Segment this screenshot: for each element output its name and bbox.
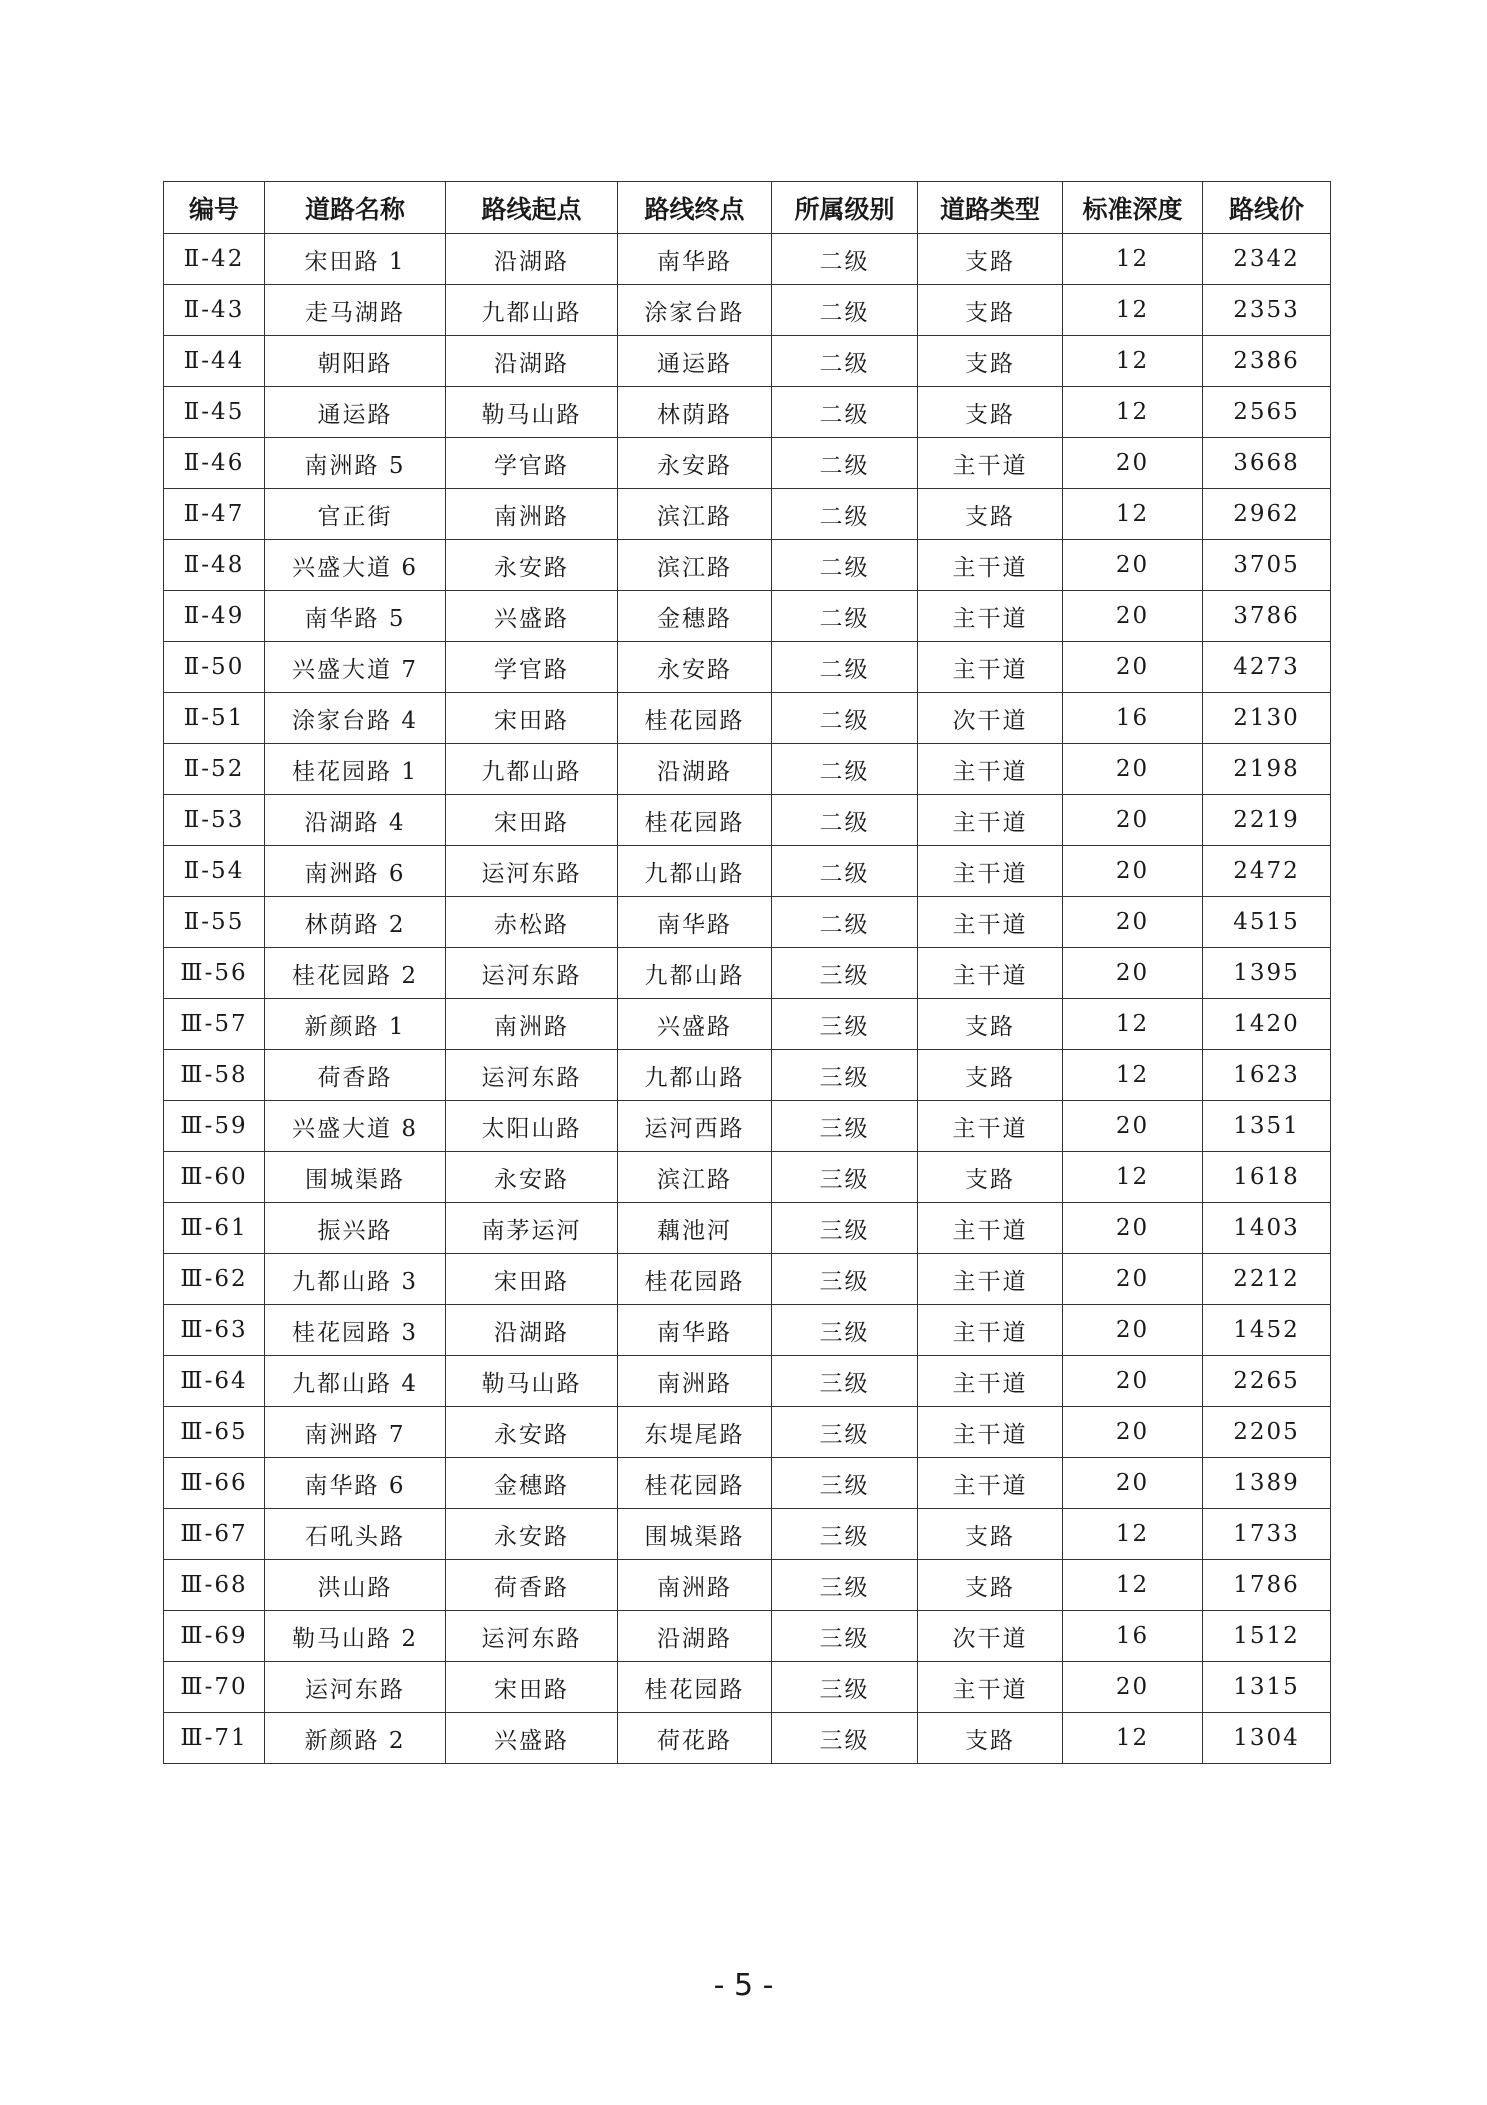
cell-grade: 二级 — [772, 744, 918, 795]
cell-route-end: 通运路 — [618, 336, 772, 387]
cell-road-type: 主干道 — [918, 1407, 1063, 1458]
cell-route-end: 滨江路 — [618, 540, 772, 591]
cell-grade: 三级 — [772, 1662, 918, 1713]
cell-id: Ⅲ-56 — [164, 948, 265, 999]
cell-road-type: 主干道 — [918, 438, 1063, 489]
cell-standard-depth: 20 — [1063, 540, 1203, 591]
page-number: - 5 - — [713, 1968, 774, 2003]
cell-road-name: 九都山路 4 — [265, 1356, 446, 1407]
cell-road-type: 主干道 — [918, 1356, 1063, 1407]
cell-route-price: 2212 — [1203, 1254, 1331, 1305]
cell-standard-depth: 12 — [1063, 1152, 1203, 1203]
cell-standard-depth: 20 — [1063, 642, 1203, 693]
cell-route-price: 1403 — [1203, 1203, 1331, 1254]
cell-road-type: 支路 — [918, 336, 1063, 387]
table-row — [164, 1203, 1331, 1254]
cell-id: Ⅱ-47 — [164, 489, 265, 540]
cell-road-name: 桂花园路 1 — [265, 744, 446, 795]
cell-road-name: 兴盛大道 6 — [265, 540, 446, 591]
header-road-name: 道路名称 — [265, 182, 446, 234]
cell-route-start: 沿湖路 — [446, 234, 618, 285]
cell-road-type: 主干道 — [918, 1662, 1063, 1713]
table-row — [164, 948, 1331, 999]
cell-route-end: 南华路 — [618, 897, 772, 948]
cell-route-start: 沿湖路 — [446, 1305, 618, 1356]
cell-id: Ⅲ-66 — [164, 1458, 265, 1509]
cell-road-type: 支路 — [918, 285, 1063, 336]
cell-road-type: 主干道 — [918, 1101, 1063, 1152]
cell-route-start: 金穗路 — [446, 1458, 618, 1509]
cell-standard-depth: 12 — [1063, 387, 1203, 438]
cell-route-start: 宋田路 — [446, 1254, 618, 1305]
cell-route-price: 1786 — [1203, 1560, 1331, 1611]
cell-route-end: 桂花园路 — [618, 1254, 772, 1305]
cell-road-name: 桂花园路 2 — [265, 948, 446, 999]
cell-route-price: 3705 — [1203, 540, 1331, 591]
cell-route-end: 林荫路 — [618, 387, 772, 438]
cell-standard-depth: 12 — [1063, 234, 1203, 285]
header-grade: 所属级别 — [772, 182, 918, 234]
cell-route-end: 藕池河 — [618, 1203, 772, 1254]
cell-id: Ⅱ-45 — [164, 387, 265, 438]
cell-road-type: 支路 — [918, 1152, 1063, 1203]
cell-route-start: 南洲路 — [446, 999, 618, 1050]
cell-road-name: 振兴路 — [265, 1203, 446, 1254]
cell-id: Ⅲ-59 — [164, 1101, 265, 1152]
cell-road-name: 官正街 — [265, 489, 446, 540]
table-body — [164, 234, 1331, 1764]
cell-id: Ⅲ-58 — [164, 1050, 265, 1101]
cell-route-price: 3786 — [1203, 591, 1331, 642]
cell-standard-depth: 20 — [1063, 1407, 1203, 1458]
table-row — [164, 897, 1331, 948]
cell-road-name: 涂家台路 4 — [265, 693, 446, 744]
cell-route-start: 运河东路 — [446, 948, 618, 999]
cell-id: Ⅲ-69 — [164, 1611, 265, 1662]
table-row — [164, 1101, 1331, 1152]
cell-road-name: 朝阳路 — [265, 336, 446, 387]
cell-road-type: 次干道 — [918, 693, 1063, 744]
cell-grade: 三级 — [772, 1509, 918, 1560]
cell-route-price: 2353 — [1203, 285, 1331, 336]
cell-grade: 三级 — [772, 1305, 918, 1356]
table-row — [164, 693, 1331, 744]
cell-road-type: 主干道 — [918, 846, 1063, 897]
cell-standard-depth: 12 — [1063, 1509, 1203, 1560]
cell-grade: 二级 — [772, 540, 918, 591]
table-row — [164, 540, 1331, 591]
cell-route-price: 2386 — [1203, 336, 1331, 387]
cell-route-price: 1618 — [1203, 1152, 1331, 1203]
cell-route-price: 2219 — [1203, 795, 1331, 846]
cell-road-type: 支路 — [918, 1050, 1063, 1101]
cell-id: Ⅲ-67 — [164, 1509, 265, 1560]
cell-road-name: 兴盛大道 7 — [265, 642, 446, 693]
cell-grade: 三级 — [772, 1560, 918, 1611]
cell-road-type: 主干道 — [918, 591, 1063, 642]
cell-standard-depth: 20 — [1063, 846, 1203, 897]
cell-route-price: 1395 — [1203, 948, 1331, 999]
cell-route-end: 桂花园路 — [618, 1458, 772, 1509]
cell-route-start: 运河东路 — [446, 846, 618, 897]
cell-grade: 二级 — [772, 234, 918, 285]
header-route-end: 路线终点 — [618, 182, 772, 234]
table-row — [164, 1305, 1331, 1356]
cell-standard-depth: 20 — [1063, 897, 1203, 948]
cell-road-name: 荷香路 — [265, 1050, 446, 1101]
road-price-table — [163, 181, 1331, 1764]
cell-route-start: 九都山路 — [446, 744, 618, 795]
cell-grade: 二级 — [772, 795, 918, 846]
cell-standard-depth: 20 — [1063, 948, 1203, 999]
cell-route-end: 永安路 — [618, 438, 772, 489]
cell-standard-depth: 16 — [1063, 1611, 1203, 1662]
table-row — [164, 642, 1331, 693]
cell-standard-depth: 12 — [1063, 285, 1203, 336]
table-row — [164, 1560, 1331, 1611]
cell-road-type: 主干道 — [918, 1203, 1063, 1254]
cell-route-start: 学官路 — [446, 642, 618, 693]
cell-standard-depth: 12 — [1063, 1050, 1203, 1101]
cell-route-price: 2198 — [1203, 744, 1331, 795]
cell-route-start: 赤松路 — [446, 897, 618, 948]
cell-route-start: 宋田路 — [446, 1662, 618, 1713]
cell-route-end: 南洲路 — [618, 1560, 772, 1611]
cell-road-type: 支路 — [918, 999, 1063, 1050]
cell-route-start: 南茅运河 — [446, 1203, 618, 1254]
cell-id: Ⅱ-51 — [164, 693, 265, 744]
cell-grade: 三级 — [772, 1050, 918, 1101]
cell-route-end: 南华路 — [618, 234, 772, 285]
cell-road-type: 支路 — [918, 234, 1063, 285]
cell-route-end: 滨江路 — [618, 1152, 772, 1203]
cell-route-price: 2342 — [1203, 234, 1331, 285]
table-row — [164, 744, 1331, 795]
cell-standard-depth: 12 — [1063, 489, 1203, 540]
cell-standard-depth: 20 — [1063, 795, 1203, 846]
cell-id: Ⅱ-42 — [164, 234, 265, 285]
header-route-start: 路线起点 — [446, 182, 618, 234]
cell-grade: 三级 — [772, 1101, 918, 1152]
cell-grade: 二级 — [772, 336, 918, 387]
cell-route-price: 1351 — [1203, 1101, 1331, 1152]
table-row — [164, 336, 1331, 387]
cell-route-price: 2472 — [1203, 846, 1331, 897]
cell-id: Ⅲ-62 — [164, 1254, 265, 1305]
cell-standard-depth: 12 — [1063, 1560, 1203, 1611]
cell-id: Ⅲ-70 — [164, 1662, 265, 1713]
table-row — [164, 1152, 1331, 1203]
cell-route-end: 东堤尾路 — [618, 1407, 772, 1458]
cell-route-end: 桂花园路 — [618, 1662, 772, 1713]
cell-road-type: 主干道 — [918, 744, 1063, 795]
cell-route-end: 南华路 — [618, 1305, 772, 1356]
cell-route-end: 桂花园路 — [618, 693, 772, 744]
table-row — [164, 387, 1331, 438]
table-row — [164, 1509, 1331, 1560]
cell-route-start: 兴盛路 — [446, 1713, 618, 1764]
cell-route-price: 3668 — [1203, 438, 1331, 489]
cell-grade: 三级 — [772, 948, 918, 999]
cell-road-name: 洪山路 — [265, 1560, 446, 1611]
table-row — [164, 285, 1331, 336]
cell-standard-depth: 20 — [1063, 1254, 1203, 1305]
cell-grade: 二级 — [772, 591, 918, 642]
cell-road-type: 主干道 — [918, 897, 1063, 948]
cell-standard-depth: 20 — [1063, 1356, 1203, 1407]
cell-road-type: 支路 — [918, 1509, 1063, 1560]
cell-route-price: 1389 — [1203, 1458, 1331, 1509]
cell-road-type: 支路 — [918, 1713, 1063, 1764]
cell-grade: 二级 — [772, 897, 918, 948]
cell-route-price: 1304 — [1203, 1713, 1331, 1764]
cell-route-price: 2265 — [1203, 1356, 1331, 1407]
cell-id: Ⅱ-52 — [164, 744, 265, 795]
cell-route-start: 永安路 — [446, 1407, 618, 1458]
cell-standard-depth: 20 — [1063, 438, 1203, 489]
cell-id: Ⅲ-57 — [164, 999, 265, 1050]
cell-route-start: 沿湖路 — [446, 336, 618, 387]
cell-route-start: 南洲路 — [446, 489, 618, 540]
cell-id: Ⅱ-55 — [164, 897, 265, 948]
cell-road-name: 南华路 5 — [265, 591, 446, 642]
cell-route-start: 运河东路 — [446, 1611, 618, 1662]
cell-road-name: 兴盛大道 8 — [265, 1101, 446, 1152]
table-row — [164, 489, 1331, 540]
cell-standard-depth: 20 — [1063, 1101, 1203, 1152]
cell-route-end: 围城渠路 — [618, 1509, 772, 1560]
cell-road-type: 主干道 — [918, 642, 1063, 693]
cell-grade: 三级 — [772, 1356, 918, 1407]
cell-route-price: 1315 — [1203, 1662, 1331, 1713]
cell-route-end: 兴盛路 — [618, 999, 772, 1050]
cell-standard-depth: 12 — [1063, 1713, 1203, 1764]
table-row — [164, 1254, 1331, 1305]
cell-road-type: 主干道 — [918, 540, 1063, 591]
cell-standard-depth: 12 — [1063, 336, 1203, 387]
cell-route-end: 运河西路 — [618, 1101, 772, 1152]
cell-road-name: 新颜路 2 — [265, 1713, 446, 1764]
cell-route-price: 4273 — [1203, 642, 1331, 693]
cell-route-end: 桂花园路 — [618, 795, 772, 846]
cell-road-type: 主干道 — [918, 1458, 1063, 1509]
cell-route-end: 九都山路 — [618, 1050, 772, 1101]
cell-route-end: 永安路 — [618, 642, 772, 693]
cell-route-price: 1623 — [1203, 1050, 1331, 1101]
cell-road-name: 沿湖路 4 — [265, 795, 446, 846]
cell-route-start: 兴盛路 — [446, 591, 618, 642]
cell-road-type: 主干道 — [918, 1254, 1063, 1305]
cell-route-end: 金穗路 — [618, 591, 772, 642]
cell-road-type: 主干道 — [918, 1305, 1063, 1356]
cell-road-name: 通运路 — [265, 387, 446, 438]
cell-id: Ⅲ-60 — [164, 1152, 265, 1203]
cell-grade: 三级 — [772, 1611, 918, 1662]
cell-route-end: 沿湖路 — [618, 1611, 772, 1662]
cell-id: Ⅲ-71 — [164, 1713, 265, 1764]
cell-grade: 三级 — [772, 999, 918, 1050]
cell-id: Ⅲ-63 — [164, 1305, 265, 1356]
cell-standard-depth: 12 — [1063, 999, 1203, 1050]
cell-route-end: 沿湖路 — [618, 744, 772, 795]
cell-route-price: 1512 — [1203, 1611, 1331, 1662]
cell-road-name: 南洲路 6 — [265, 846, 446, 897]
cell-route-price: 2962 — [1203, 489, 1331, 540]
cell-route-price: 2130 — [1203, 693, 1331, 744]
cell-route-start: 永安路 — [446, 1509, 618, 1560]
header-route-price: 路线价 — [1203, 182, 1331, 234]
cell-grade: 二级 — [772, 285, 918, 336]
cell-standard-depth: 20 — [1063, 1662, 1203, 1713]
cell-route-start: 勒马山路 — [446, 387, 618, 438]
cell-road-name: 新颜路 1 — [265, 999, 446, 1050]
table-row — [164, 1407, 1331, 1458]
cell-grade: 三级 — [772, 1254, 918, 1305]
cell-road-name: 林荫路 2 — [265, 897, 446, 948]
cell-road-name: 运河东路 — [265, 1662, 446, 1713]
cell-standard-depth: 20 — [1063, 1458, 1203, 1509]
cell-road-name: 宋田路 1 — [265, 234, 446, 285]
cell-road-type: 支路 — [918, 387, 1063, 438]
cell-route-start: 永安路 — [446, 540, 618, 591]
cell-road-name: 围城渠路 — [265, 1152, 446, 1203]
cell-road-name: 桂花园路 3 — [265, 1305, 446, 1356]
cell-grade: 二级 — [772, 489, 918, 540]
cell-road-name: 勒马山路 2 — [265, 1611, 446, 1662]
cell-id: Ⅲ-61 — [164, 1203, 265, 1254]
cell-road-type: 支路 — [918, 1560, 1063, 1611]
cell-id: Ⅱ-48 — [164, 540, 265, 591]
cell-standard-depth: 20 — [1063, 1203, 1203, 1254]
cell-route-start: 宋田路 — [446, 693, 618, 744]
cell-road-type: 主干道 — [918, 948, 1063, 999]
table-row — [164, 1611, 1331, 1662]
cell-road-name: 石吼头路 — [265, 1509, 446, 1560]
cell-route-end: 南洲路 — [618, 1356, 772, 1407]
header-road-type: 道路类型 — [918, 182, 1063, 234]
header-standard-depth: 标准深度 — [1063, 182, 1203, 234]
cell-road-name: 南华路 6 — [265, 1458, 446, 1509]
cell-route-end: 涂家台路 — [618, 285, 772, 336]
cell-grade: 二级 — [772, 846, 918, 897]
header-id: 编号 — [164, 182, 265, 234]
table-row — [164, 1356, 1331, 1407]
cell-standard-depth: 20 — [1063, 591, 1203, 642]
cell-route-start: 荷香路 — [446, 1560, 618, 1611]
cell-grade: 三级 — [772, 1203, 918, 1254]
cell-route-price: 1420 — [1203, 999, 1331, 1050]
cell-route-start: 九都山路 — [446, 285, 618, 336]
cell-road-name: 九都山路 3 — [265, 1254, 446, 1305]
cell-road-name: 走马湖路 — [265, 285, 446, 336]
cell-road-type: 主干道 — [918, 795, 1063, 846]
cell-route-end: 九都山路 — [618, 948, 772, 999]
cell-id: Ⅱ-54 — [164, 846, 265, 897]
cell-grade: 二级 — [772, 438, 918, 489]
cell-id: Ⅱ-53 — [164, 795, 265, 846]
table-row — [164, 1713, 1331, 1764]
cell-road-type: 支路 — [918, 489, 1063, 540]
cell-route-end: 荷花路 — [618, 1713, 772, 1764]
cell-grade: 三级 — [772, 1458, 918, 1509]
cell-standard-depth: 20 — [1063, 744, 1203, 795]
cell-road-type: 次干道 — [918, 1611, 1063, 1662]
cell-id: Ⅱ-49 — [164, 591, 265, 642]
cell-standard-depth: 16 — [1063, 693, 1203, 744]
cell-grade: 二级 — [772, 642, 918, 693]
cell-id: Ⅲ-68 — [164, 1560, 265, 1611]
table-row — [164, 999, 1331, 1050]
table-row — [164, 1458, 1331, 1509]
cell-route-start: 运河东路 — [446, 1050, 618, 1101]
table-row — [164, 795, 1331, 846]
cell-route-start: 宋田路 — [446, 795, 618, 846]
cell-route-price: 2205 — [1203, 1407, 1331, 1458]
table-row — [164, 1050, 1331, 1101]
cell-id: Ⅱ-50 — [164, 642, 265, 693]
cell-grade: 二级 — [772, 387, 918, 438]
cell-route-price: 4515 — [1203, 897, 1331, 948]
table-row — [164, 234, 1331, 285]
cell-route-start: 学官路 — [446, 438, 618, 489]
cell-route-price: 1452 — [1203, 1305, 1331, 1356]
cell-route-start: 勒马山路 — [446, 1356, 618, 1407]
cell-id: Ⅱ-44 — [164, 336, 265, 387]
cell-route-end: 九都山路 — [618, 846, 772, 897]
cell-route-end: 滨江路 — [618, 489, 772, 540]
cell-route-start: 太阳山路 — [446, 1101, 618, 1152]
cell-id: Ⅱ-46 — [164, 438, 265, 489]
table-row — [164, 438, 1331, 489]
table-row — [164, 1662, 1331, 1713]
cell-standard-depth: 20 — [1063, 1305, 1203, 1356]
cell-route-start: 永安路 — [446, 1152, 618, 1203]
cell-grade: 二级 — [772, 693, 918, 744]
table-header-row — [164, 182, 1331, 234]
cell-grade: 三级 — [772, 1152, 918, 1203]
cell-route-price: 1733 — [1203, 1509, 1331, 1560]
cell-id: Ⅲ-64 — [164, 1356, 265, 1407]
cell-grade: 三级 — [772, 1713, 918, 1764]
cell-grade: 三级 — [772, 1407, 918, 1458]
table-row — [164, 591, 1331, 642]
cell-route-price: 2565 — [1203, 387, 1331, 438]
cell-road-name: 南洲路 7 — [265, 1407, 446, 1458]
cell-id: Ⅱ-43 — [164, 285, 265, 336]
cell-id: Ⅲ-65 — [164, 1407, 265, 1458]
cell-road-name: 南洲路 5 — [265, 438, 446, 489]
table-row — [164, 846, 1331, 897]
